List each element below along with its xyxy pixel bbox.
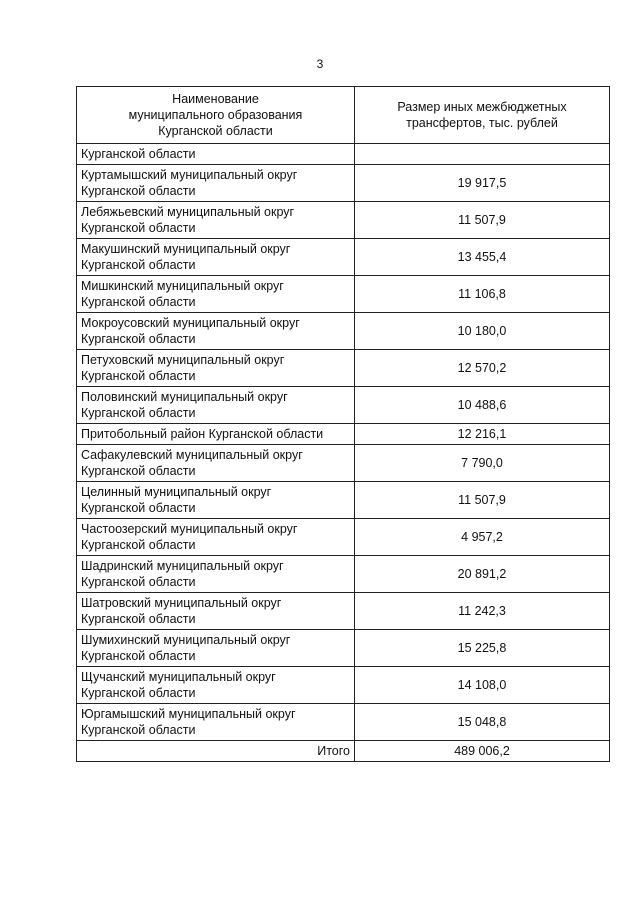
municipality-name [77,202,355,239]
municipality-name-line: Курганской области [81,723,196,737]
municipality-name-line: Курганской области [81,147,196,161]
municipality-name-line: Юргамышский муниципальный округ [81,707,296,721]
table-row [77,239,610,276]
municipality-name [77,445,355,482]
header-amount-line: Размер иных межбюджетных [397,100,567,114]
table-row [77,424,610,445]
municipality-name-line: Шатровский муниципальный округ [81,596,282,610]
table-row [77,482,610,519]
transfer-amount: 11 106,8 [355,276,610,313]
municipality-name-line: Шумихинский муниципальный округ [81,633,291,647]
total-value: 489 006,2 [355,741,610,762]
municipality-name-line: Мокроусовский муниципальный округ [81,316,300,330]
total-label: Итого [77,741,355,762]
transfer-amount [355,144,610,165]
table-row [77,144,610,165]
municipality-name-line: Макушинский муниципальный округ [81,242,291,256]
table-row [77,630,610,667]
table-row [77,165,610,202]
header-amount-line: трансфертов, тыс. рублей [406,116,558,130]
municipality-name-line: Курганской области [81,575,196,589]
municipality-name [77,519,355,556]
page-number: 3 [316,57,324,71]
municipality-name-line: Курганской области [81,501,196,515]
municipality-name-line: Куртамышский муниципальный округ [81,168,298,182]
municipality-name-line: Курганской области [81,184,196,198]
table-row [77,202,610,239]
transfer-amount: 10 488,6 [355,387,610,424]
transfer-amount: 15 225,8 [355,630,610,667]
municipality-name [77,630,355,667]
table-header [77,87,610,144]
municipality-name-line: Мишкинский муниципальный округ [81,279,284,293]
transfers-table [76,86,610,762]
table-row [77,276,610,313]
municipality-name-line: Курганской области [81,464,196,478]
municipality-name-line: Курганской области [81,649,196,663]
transfer-amount: 4 957,2 [355,519,610,556]
municipality-name [77,556,355,593]
table-row [77,519,610,556]
table-row [77,445,610,482]
municipality-name [77,424,355,445]
municipality-name-line: Петуховский муниципальный округ [81,353,285,367]
transfer-amount: 14 108,0 [355,667,610,704]
municipality-name-line: Курганской области [81,258,196,272]
table-row [77,313,610,350]
table-row [77,350,610,387]
municipality-name [77,313,355,350]
municipality-name-line: Сафакулевский муниципальный округ [81,448,303,462]
transfer-amount: 12 570,2 [355,350,610,387]
header-municipality [77,87,355,144]
table-body [77,144,610,741]
municipality-name-line: Целинный муниципальный округ [81,485,272,499]
transfer-amount: 11 507,9 [355,202,610,239]
table-row [77,556,610,593]
transfer-amount: 20 891,2 [355,556,610,593]
municipality-name [77,165,355,202]
municipality-name-line: Курганской области [81,369,196,383]
municipality-name-line: Частоозерский муниципальный округ [81,522,298,536]
municipality-name-line: Половинский муниципальный округ [81,390,288,404]
municipality-name-line: Курганской области [81,295,196,309]
transfer-amount: 11 242,3 [355,593,610,630]
municipality-name [77,593,355,630]
municipality-name-line: Шадринский муниципальный округ [81,559,284,573]
table-row [77,387,610,424]
municipality-name-line: Притобольный район Курганской области [81,427,324,441]
transfer-amount: 7 790,0 [355,445,610,482]
municipality-name-line: Курганской области [81,406,196,420]
header-municipality-line: Наименование [172,92,259,106]
municipality-name [77,276,355,313]
table-row [77,593,610,630]
municipality-name-line: Курганской области [81,686,196,700]
transfer-amount: 12 216,1 [355,424,610,445]
municipality-name [77,482,355,519]
transfer-amount: 10 180,0 [355,313,610,350]
municipality-name [77,704,355,741]
table-row [77,667,610,704]
municipality-name [77,387,355,424]
municipality-name-line: Курганской области [81,538,196,552]
municipality-name-line: Щучанский муниципальный округ [81,670,276,684]
municipality-name [77,144,355,165]
municipality-name [77,667,355,704]
municipality-name [77,350,355,387]
municipality-name-line: Курганской области [81,612,196,626]
municipality-name-line: Лебяжьевский муниципальный округ [81,205,295,219]
table-row [77,704,610,741]
municipality-name [77,239,355,276]
header-municipality-line: муниципального образования [128,108,303,122]
transfer-amount: 11 507,9 [355,482,610,519]
municipality-name-line: Курганской области [81,332,196,346]
header-amount [355,87,610,144]
municipality-name-line: Курганской области [81,221,196,235]
header-municipality-line: Курганской области [158,124,273,138]
transfer-amount: 19 917,5 [355,165,610,202]
total-row [77,741,610,762]
transfer-amount: 13 455,4 [355,239,610,276]
transfer-amount: 15 048,8 [355,704,610,741]
